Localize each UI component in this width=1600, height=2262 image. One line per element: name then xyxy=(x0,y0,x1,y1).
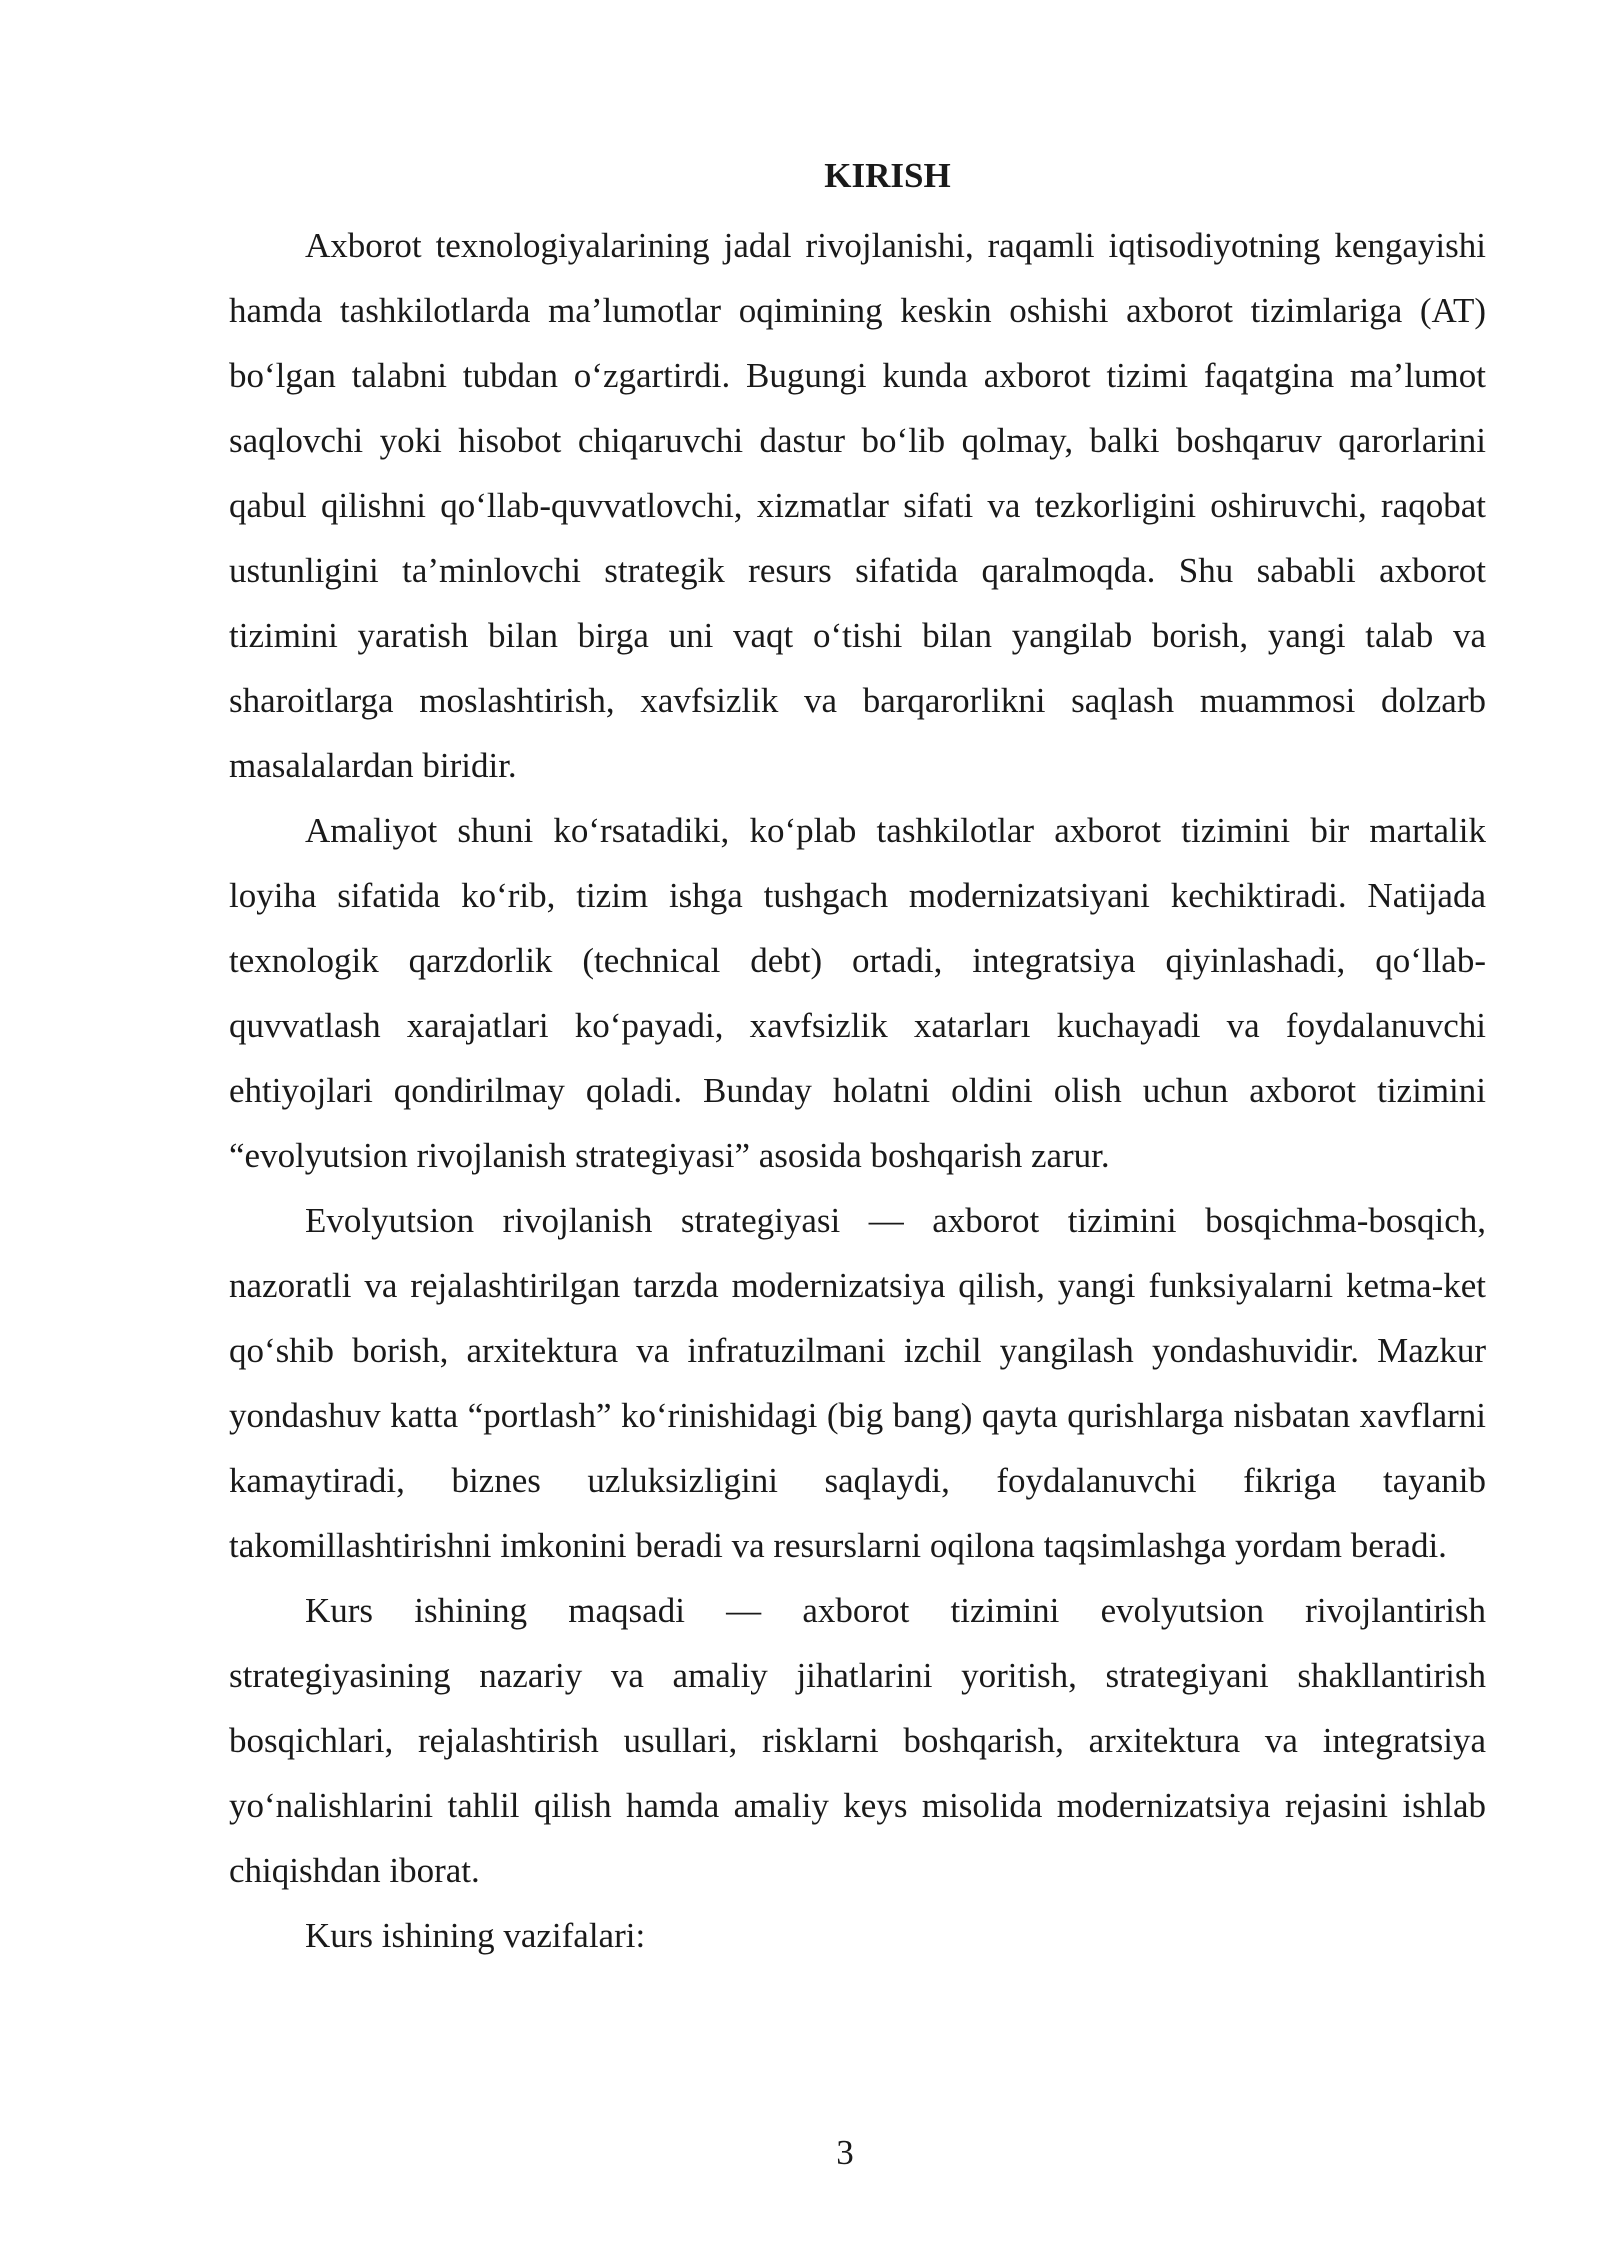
paragraph-strategy: Evolyutsion rivojlanish strategiyasi — axborot tizimini bosqichma-bosqich, nazoratli va rejalashtirilgan tarzda modernizatsiya qilish, yangi funksiyalarni ketma-ket qo‘shib borish, arxitektura va infratuzilmani izchil yangilash yondashuvidir. Mazkur yondashuv katta “portlash” ko‘rinishidagi (big bang) qayta qurishlarga nisbatan xavflarni kamaytiradi, biznes uzluksizligini saqlaydi, foydalanuvchi fikriga tayanib takomillashtirishni imkonini beradi va resurslarni oqilona taqsimlashga yordam beradi. xyxy=(229,1201,1486,1565)
paragraph-intro: Axborot texnologiyalarining jadal rivojlanishi, raqamli iqtisodiyotning kengayishi hamda tashkilotlarda ma’lumotlar oqimining keskin oshishi axborot tizimlariga (AT) bo‘lgan talabni tubdan o‘zgartirdi. Bugungi kunda axborot tizimi faqatgina ma’lumot saqlovchi yoki hisobot chiqaruvchi dastur bo‘lib qolmay, balki boshqaruv qarorlarini qabul qilishni qo‘llab-quvvatlovchi, xizmatlar sifati va tezkorligini oshiruvchi, raqobat ustunligini ta’minlovchi strategik resurs sifatida qaralmoqda. Shu sababli axborot tizimini yaratish bilan birga uni vaqt o‘tishi bilan yangilab borish, yangi talab va sharoitlarga moslashtirish, xavfsizlik va barqarorlikni saqlash muammosi dolzarb masalalardan biridir. xyxy=(229,226,1486,785)
paragraph-goal: Kurs ishining maqsadi — axborot tizimini evolyutsion rivojlantirish strategiyasining nazariy va amaliy jihatlarini yoritish, strategiyani shakllantirish bosqichlari, rejalashtirish usullari, risklarni boshqarish, arxitektura va integratsiya yo‘nalishlarini tahlil qilish hamda amaliy keys misolida modernizatsiya rejasini ishlab chiqishdan iborat. xyxy=(229,1591,1486,1890)
paragraph-practice: Amaliyot shuni ko‘rsatadiki, ko‘plab tashkilotlar axborot tizimini bir martalik loyiha sifatida ko‘rib, tizim ishga tushgach modernizatsiyani kechiktiradi. Natijada texnologik qarzdorlik (technical debt) ortadi, integratsiya qiyinlashadi, qo‘llab-quvvatlash xarajatlari ko‘payadi, xavfsizlik xatarları kuchayadi va foydalanuvchi ehtiyojlari qondirilmay qoladi. Bunday holatni oldini olish uchun axborot tizimini “evolyutsion rivojlanish strategiyasi” asosida boshqarish zarur. xyxy=(229,811,1486,1175)
page-content xyxy=(229,148,1486,1968)
section-heading: KIRISH xyxy=(824,156,951,195)
page-number: 3 xyxy=(836,2133,854,2172)
paragraph-tasks: Kurs ishining vazifalari: xyxy=(305,1916,646,1955)
